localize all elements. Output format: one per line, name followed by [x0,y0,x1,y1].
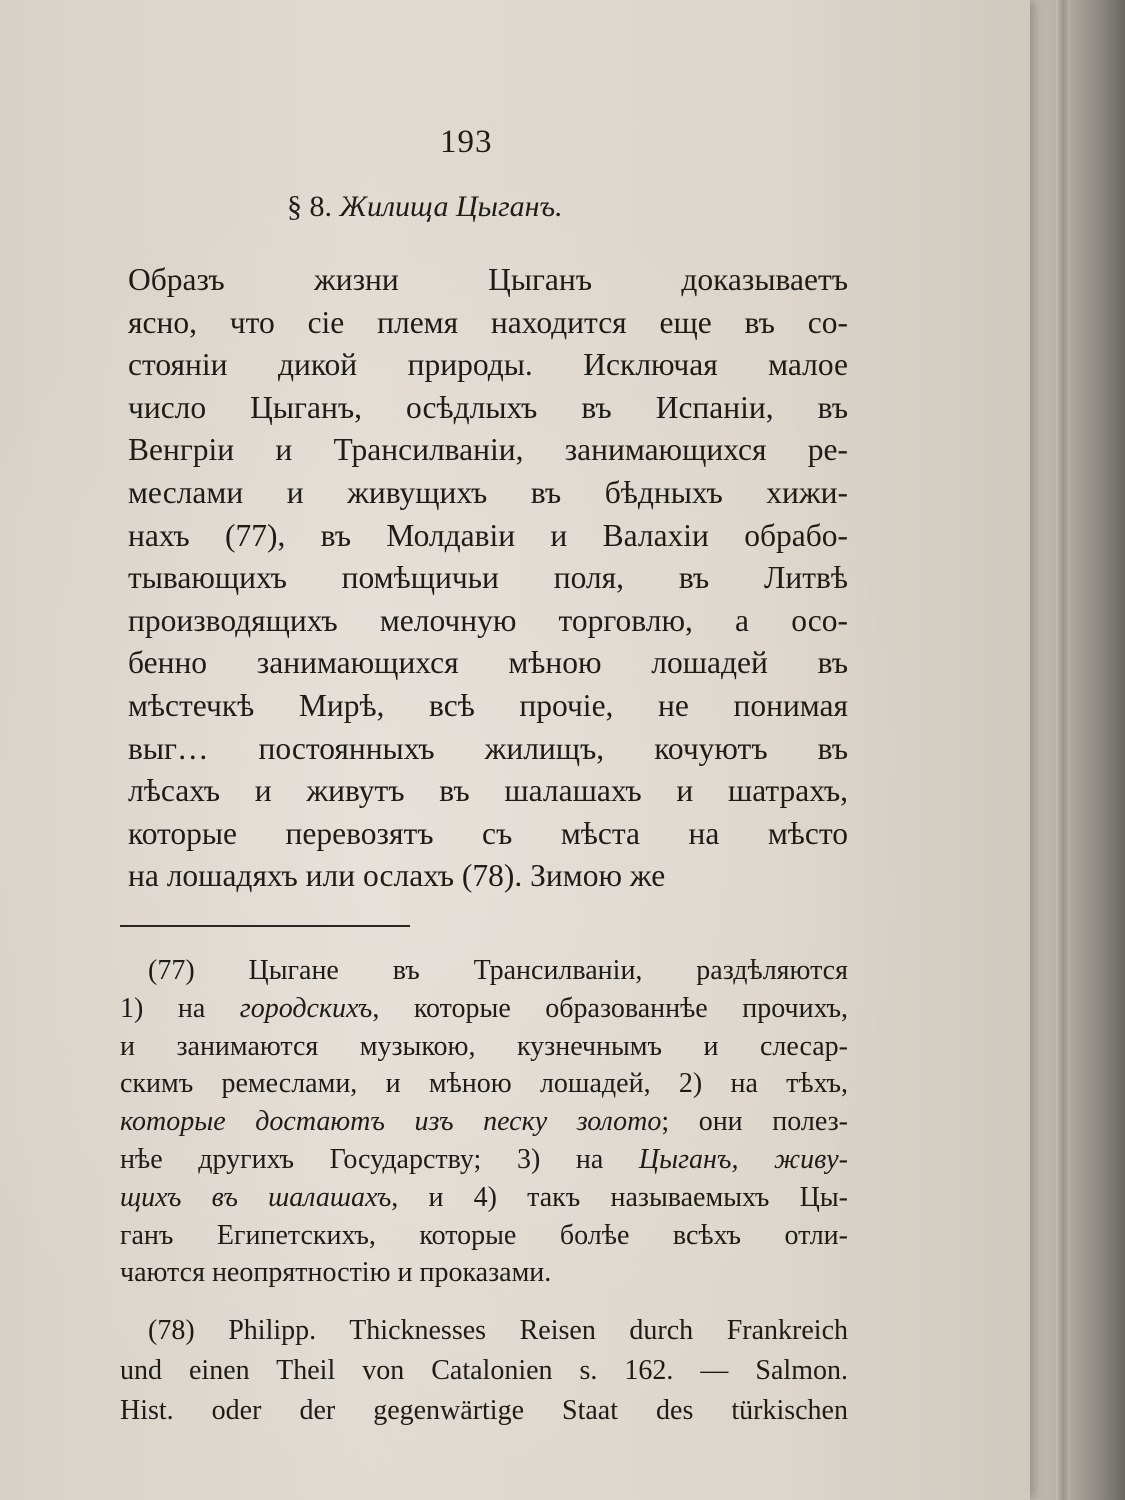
footnote-78-line: und einen Theil von Catalonien s. 162. — Salmon. [120,1355,848,1386]
footnote-77-line [120,1031,848,1063]
footnote-italic-text: щихъ въ шалашахъ [120,1181,392,1213]
footnote-text: , которые образованнѣе прочихъ, [372,992,848,1024]
footnote-text: ганъ Египетскихъ, которые болѣе всѣхъ отли- [120,1219,848,1251]
footnote-italic-text: Цыганъ, живу- [638,1144,849,1175]
body-line: стояніи дикой природы. Исключая малое [128,347,848,383]
footnote-text: нѣе другихъ Государству; 3) на [120,1144,639,1175]
footnote-77-line [120,993,848,1025]
footnote-text: 1) на [120,992,240,1024]
body-line: число Цыганъ, осѣдлыхъ въ Испаніи, въ [128,389,848,425]
footnote-77-line [120,955,848,987]
footnote-rule [120,925,410,927]
body-line: которые перевозятъ съ мѣста на мѣсто [128,815,848,851]
body-line: меслами и живущихъ въ бѣдныхъ хижи- [128,475,848,510]
body-line: Образъ жизни Цыганъ доказываетъ [128,262,848,297]
page-edge-shadow [1056,0,1070,1500]
footnote-text: ; они полез- [661,1106,848,1138]
body-line: мѣстечкѣ Мирѣ, всѣ прочіе, не понимая [128,688,848,723]
section-heading [287,190,563,224]
footnote-77-line [120,1220,848,1252]
section-title: Жилища Цыганъ. [339,190,563,223]
body-line: выг… постоянныхъ жилищъ, кочуютъ въ [128,730,848,766]
footnote-78-line: Hist. oder der gegenwärtige Staat des türkischen [120,1395,848,1426]
footnote-78-line: (78) Philipp. Thicknesses Reisen durch Frankreich [148,1315,848,1346]
footnote-77-line [120,1106,848,1138]
footnote-77-line [120,1182,848,1214]
section-number: § 8. [287,190,332,223]
footnote-77-line [120,1257,848,1289]
footnote-77-line [120,1144,848,1176]
footnote-text: и занимаются музыкою, кузнечнымъ и слесар- [120,1030,848,1062]
body-line: ясно, что сіе племя находится еще въ со- [128,304,848,340]
footnote-italic-text: которые достаютъ изъ песку золото [120,1106,662,1138]
footnote-text: чаются неопрятностію и проказами. [120,1257,552,1289]
body-line: бенно занимающихся мѣною лошадей въ [128,645,848,681]
footnote-italic-text: городскихъ [239,992,373,1024]
footnote-text: , и 4) такъ называемыхъ Цы- [391,1181,848,1213]
body-line: нахъ (77), въ Молдавіи и Валахіи обрабо- [128,517,848,553]
body-line: Венгріи и Трансилваніи, занимающихся ре- [128,432,848,468]
footnote-77-line [120,1068,848,1100]
footnote-text: скимъ ремеслами, и мѣною лошадей, 2) на тѣхъ, [120,1068,848,1100]
body-line: тывающихъ помѣщичьи поля, въ Литвѣ [128,560,848,596]
footnote-text: (77) Цыгане въ Трансилваніи, раздѣляются [148,955,848,986]
page-edge [1020,0,1125,1500]
page-number: 193 [440,124,493,160]
body-line: производящихъ мелочную торговлю, а осо- [128,602,848,638]
body-line: на лошадяхъ или ослахъ (78). Зимою же [128,858,666,894]
body-line: лѣсахъ и живутъ въ шалашахъ и шатрахъ, [128,773,848,809]
